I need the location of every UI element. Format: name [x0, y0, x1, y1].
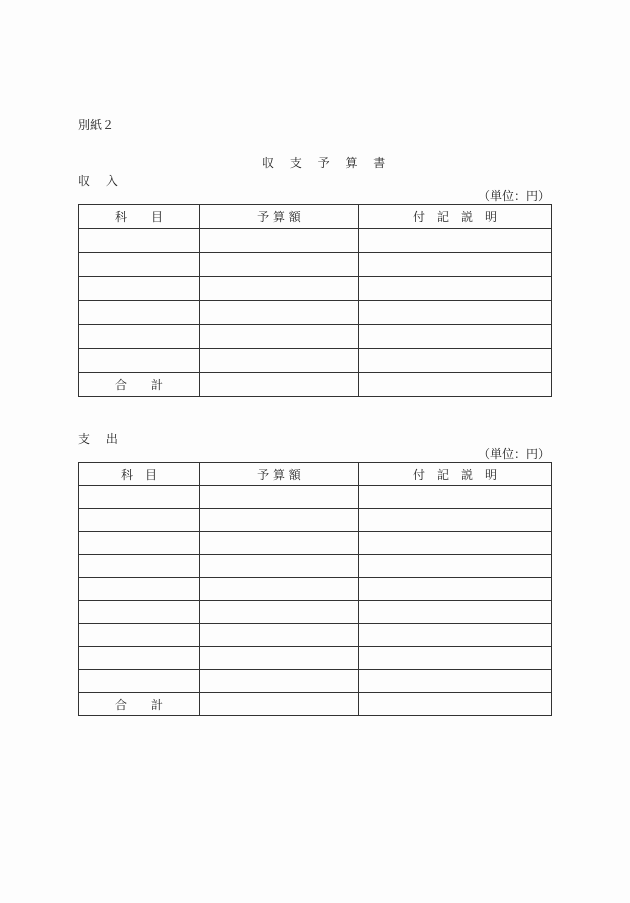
table-cell[interactable] [359, 229, 552, 253]
table-cell[interactable] [200, 486, 359, 509]
column-header-budget: 予 算 額 [200, 463, 359, 486]
table-row [79, 624, 552, 647]
table-row [79, 325, 552, 349]
document-title: 収 支 予 算 書 [262, 156, 392, 170]
table-cell[interactable] [200, 349, 359, 373]
table-cell[interactable] [79, 229, 200, 253]
table-row [79, 253, 552, 277]
total-row [79, 373, 552, 397]
table-cell[interactable] [359, 624, 552, 647]
table-cell[interactable] [79, 670, 200, 693]
table-cell[interactable] [79, 486, 200, 509]
table-row [79, 509, 552, 532]
column-header-item: 科 目 [79, 463, 200, 486]
table-cell[interactable] [200, 301, 359, 325]
table-cell[interactable] [200, 624, 359, 647]
table-cell[interactable] [200, 253, 359, 277]
table-header-row [79, 463, 552, 486]
table-cell[interactable] [79, 349, 200, 373]
table-cell[interactable] [359, 253, 552, 277]
income-section-label: 収 入 [78, 174, 124, 188]
table-cell[interactable] [359, 670, 552, 693]
total-notes-cell[interactable] [359, 693, 552, 716]
table-cell[interactable] [200, 229, 359, 253]
table-cell[interactable] [79, 301, 200, 325]
table-row [79, 532, 552, 555]
table-row [79, 486, 552, 509]
column-header-item: 科 目 [79, 205, 200, 229]
expense-section-label: 支 出 [78, 432, 124, 446]
table-row [79, 601, 552, 624]
table-cell[interactable] [200, 532, 359, 555]
income-unit-note: （単位：円） [478, 189, 551, 203]
table-cell[interactable] [200, 670, 359, 693]
table-cell[interactable] [200, 325, 359, 349]
total-budget-cell[interactable] [200, 693, 359, 716]
total-row [79, 693, 552, 716]
table-row [79, 578, 552, 601]
table-cell[interactable] [359, 601, 552, 624]
table-row [79, 277, 552, 301]
table-row [79, 301, 552, 325]
column-header-notes: 付 記 説 明 [359, 205, 552, 229]
column-header-budget: 予 算 額 [200, 205, 359, 229]
table-cell[interactable] [200, 509, 359, 532]
table-cell[interactable] [79, 253, 200, 277]
table-row [79, 229, 552, 253]
table-cell[interactable] [200, 601, 359, 624]
total-notes-cell[interactable] [359, 373, 552, 397]
table-cell[interactable] [359, 509, 552, 532]
table-cell[interactable] [79, 647, 200, 670]
table-cell[interactable] [359, 532, 552, 555]
table-cell[interactable] [79, 601, 200, 624]
table-row [79, 349, 552, 373]
table-cell[interactable] [79, 624, 200, 647]
table-cell[interactable] [79, 325, 200, 349]
table-row [79, 555, 552, 578]
column-header-notes: 付 記 説 明 [359, 463, 552, 486]
table-cell[interactable] [79, 532, 200, 555]
table-cell[interactable] [200, 277, 359, 301]
expense-table [78, 462, 552, 716]
total-label: 合 計 [79, 693, 200, 716]
income-table [78, 204, 552, 397]
table-cell[interactable] [359, 486, 552, 509]
table-cell[interactable] [79, 277, 200, 301]
table-cell[interactable] [359, 647, 552, 670]
table-cell[interactable] [359, 555, 552, 578]
table-cell[interactable] [79, 555, 200, 578]
table-cell[interactable] [359, 578, 552, 601]
total-budget-cell[interactable] [200, 373, 359, 397]
table-cell[interactable] [359, 325, 552, 349]
table-cell[interactable] [200, 647, 359, 670]
table-cell[interactable] [79, 509, 200, 532]
table-row [79, 670, 552, 693]
table-cell[interactable] [359, 277, 552, 301]
attachment-label: 別紙２ [78, 118, 115, 132]
total-label: 合 計 [79, 373, 200, 397]
expense-unit-note: （単位：円） [478, 447, 551, 461]
table-header-row [79, 205, 552, 229]
table-row [79, 647, 552, 670]
table-cell[interactable] [79, 578, 200, 601]
table-cell[interactable] [359, 301, 552, 325]
table-cell[interactable] [200, 555, 359, 578]
table-cell[interactable] [200, 578, 359, 601]
table-cell[interactable] [359, 349, 552, 373]
